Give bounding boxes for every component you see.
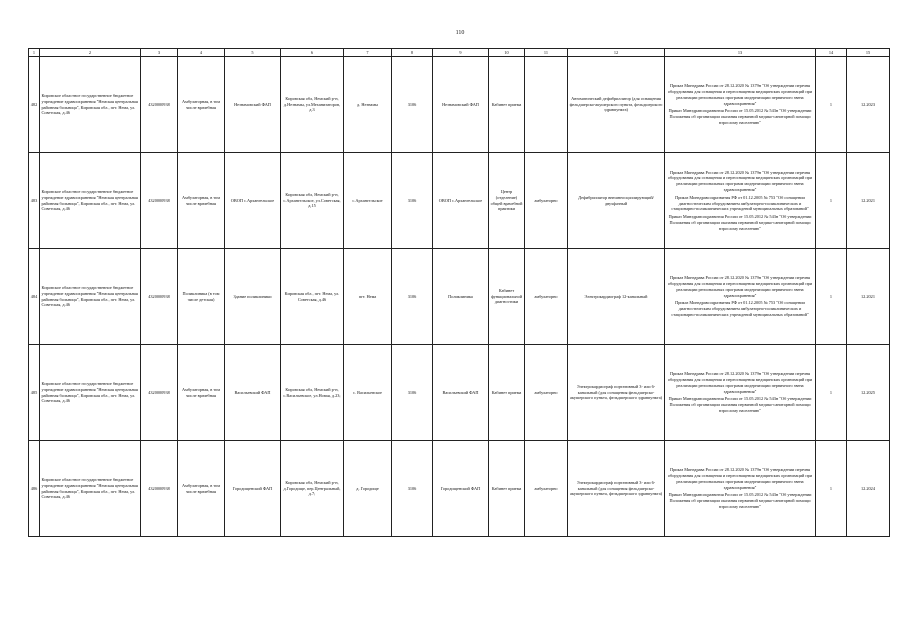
order-text: Приказ Минздравсоцразвития РФ от 01.12.2005 № 753 "Об оснащении диагностическим оборудованием амбулаторно-поликлинических и стационарно-поликлинических учреждений муниципальных образований" [671,300,809,317]
care-type-cell: Амбулаторная, в том числе врачебная [178,345,225,441]
quantity-cell: 1 [816,441,847,537]
room-cell: Кабинет приема [489,345,525,441]
column-number-cell: 13 [665,49,816,57]
table-row [29,57,890,153]
address-cell: Кировская обл, Немский р-н, д.Незнамы, ул.Механизаторов, д.3 [281,57,344,153]
institution-cell: Кировское областное государственное бюджетное учреждение здравоохранения "Немская центральная районная больница", Кировская обл., пгт. Нема, ул. Советская, д.46 [40,249,141,345]
column-number-cell: 14 [816,49,847,57]
orders-cell [665,249,816,345]
column-number-cell: 2 [40,49,141,57]
institution-cell: Кировское областное государственное бюджетное учреждение здравоохранения "Немская центральная районная больница", Кировская обл., пгт. Нема, ул. Советская, д.46 [40,57,141,153]
column-number-row [29,49,890,57]
delivery-date-cell: 12.2023 [847,57,890,153]
department-cell: Поликлиника [433,249,489,345]
column-number-cell: 4 [178,49,225,57]
unit-cell: Васильевский ФАП [225,345,281,441]
locality-cell: д. Городище [344,441,392,537]
locality-cell: с.Архангельское [344,153,392,249]
room-cell: Кабинет функциональной диагностики [489,249,525,345]
okato-cell: 3106 [392,345,433,441]
orders-cell [665,345,816,441]
room-cell: Центр (отделение) общей врачебной практики [489,153,525,249]
locality-cell: д. Незнамы [344,57,392,153]
orders-cell [665,441,816,537]
room-cell: Кабинет приема [489,441,525,537]
quantity-cell: 1 [816,249,847,345]
table-row [29,441,890,537]
department-cell: Городищенский ФАП [433,441,489,537]
order-text: Приказ Минздравсоцразвития России от 15.05.2012 № 543н "Об утверждении Положения об организации оказания первичной медико-санитарной помощи взрослому населению" [668,214,812,231]
row-number-cell: 482 [29,57,40,153]
locality-cell: с. Васильевское [344,345,392,441]
address-cell: Кировская обл, Немский р-н, с.Васильевское, ул.Новая, д.23; [281,345,344,441]
column-number-cell: 7 [344,49,392,57]
orders-cell [665,57,816,153]
okato-cell: 3106 [392,249,433,345]
row-number-cell: 484 [29,249,40,345]
table-row [29,345,890,441]
table-row [29,153,890,249]
inn-cell: 4320000938 [141,153,178,249]
column-number-cell: 9 [433,49,489,57]
orders-cell [665,153,816,249]
address-cell: Кировская обл., пгт. Нема, ул. Советская, д.46 [281,249,344,345]
column-number-cell: 1 [29,49,40,57]
department-cell: Васильевский ФАП [433,345,489,441]
unit-cell: Незнамовский ФАП [225,57,281,153]
service-condition-cell: амбулаторно [525,441,568,537]
service-condition-cell: амбулаторно [525,153,568,249]
service-condition-cell: амбулаторно [525,249,568,345]
room-cell: Кабинет приема [489,57,525,153]
column-number-cell: 15 [847,49,890,57]
okato-cell: 3106 [392,441,433,537]
inn-cell: 4320000938 [141,57,178,153]
order-text: Приказ Минздравсоцразвития России от 15.05.2012 № 543н "Об утверждении Положения об организации оказания первичной медико-санитарной помощи взрослому населению" [668,492,812,509]
equipment-cell: Дефибриллятор внешнеосциллирующий/двухфазный [568,153,665,249]
order-text: Приказ Минздрава России от 28.12.2020 № 1379н "Об утверждении перечня оборудования для оснащения и переоснащения медицинских организаций при реализации региональных программ модернизации первичного звена здравоохранения" [667,169,813,192]
okato-cell: 3106 [392,153,433,249]
order-text: Приказ Минздравсоцразвития России от 15.05.2012 № 543н "Об утверждении Положения об организации оказания первичной медико-санитарной помощи взрослому населению" [668,108,812,125]
unit-cell: Здание поликлиники [225,249,281,345]
table-row [29,249,890,345]
equipment-cell: Автоматический дефибриллятор (для оснащения фельдшерско-акушерского пункта, фельдшерского здравпункта) [568,57,665,153]
column-number-cell: 10 [489,49,525,57]
inn-cell: 4320000938 [141,249,178,345]
column-number-cell: 5 [225,49,281,57]
equipment-cell: Электрокардиограф портативный 3- или 6-канальный (для оснащения фельдшерско-акушерского пункта, фельдшерского здравпункта) [568,441,665,537]
column-number-cell: 3 [141,49,178,57]
unit-cell: ОВОП с.Архангельское [225,153,281,249]
care-type-cell: Амбулаторная, в том числе врачебная [178,57,225,153]
quantity-cell: 1 [816,57,847,153]
order-text: Приказ Минздрава России от 28.12.2020 № 1379н "Об утверждении перечня оборудования для оснащения и переоснащения медицинских организаций при реализации региональных программ модернизации первичного звена здравоохранения" [667,371,813,394]
address-cell: Кировская обл, Немский р-н, с.Архангельское, ул.Советская, д.15 [281,153,344,249]
okato-cell: 3106 [392,57,433,153]
column-number-cell: 12 [568,49,665,57]
address-cell: Кировская обл, Немский р-н, д.Городище, пер.Центральный, д.7; [281,441,344,537]
care-type-cell: Поликлиника (в том числе детская) [178,249,225,345]
row-number-cell: 483 [29,153,40,249]
order-text: Приказ Минздрава России от 28.12.2020 № 1379н "Об утверждении перечня оборудования для оснащения и переоснащения медицинских организаций при реализации региональных программ модернизации первичного звена здравоохранения" [667,275,813,298]
equipment-cell: Электрокардиограф 12-канальный [568,249,665,345]
department-cell: ОВОП с.Архангельское [433,153,489,249]
equipment-table [28,48,890,537]
care-type-cell: Амбулаторная, в том числе врачебная [178,441,225,537]
care-type-cell: Амбулаторная, в том числе врачебная [178,153,225,249]
column-number-cell: 8 [392,49,433,57]
order-text: Приказ Минздрава России от 28.12.2020 № 1379н "Об утверждении перечня оборудования для оснащения и переоснащения медицинских организаций при реализации региональных программ модернизации первичного звена здравоохранения" [667,83,813,106]
order-text: Приказ Минздравсоцразвития РФ от 01.12.2005 № 753 "Об оснащении диагностическим оборудованием амбулаторно-поликлинических и стационарно-поликлинических учреждений муниципальных образований" [671,194,809,212]
inn-cell: 4320000938 [141,441,178,537]
column-number-cell: 6 [281,49,344,57]
unit-cell: Городищенский ФАП [225,441,281,537]
institution-cell: Кировское областное государственное бюджетное учреждение здравоохранения "Немская центральная районная больница", Кировская обл., пгт. Нема, ул. Советская, д.46 [40,345,141,441]
row-number-cell: 486 [29,441,40,537]
column-number-cell: 11 [525,49,568,57]
order-text: Приказ Минздравсоцразвития России от 15.05.2012 № 543н "Об утверждении Положения об организации оказания первичной медико-санитарной помощи взрослому населению" [668,396,812,413]
inn-cell: 4320000938 [141,345,178,441]
service-condition-cell: амбулаторно [525,345,568,441]
delivery-date-cell: 12.2021 [847,249,890,345]
delivery-date-cell: 12.2024 [847,441,890,537]
institution-cell: Кировское областное государственное бюджетное учреждение здравоохранения "Немская центральная районная больница", Кировская обл., пгт. Нема, ул. Советская, д.46 [40,441,141,537]
page-number: 110 [455,30,465,36]
service-condition-cell [525,57,568,153]
equipment-cell: Электрокардиограф портативный 3- или 6-канальный (для оснащения фельдшерско-акушерского пункта, фельдшерского здравпункта) [568,345,665,441]
order-text: Приказ Минздрава России от 28.12.2020 № 1379н "Об утверждении перечня оборудования для оснащения и переоснащения медицинских организаций при реализации региональных программ модернизации первичного звена здравоохранения" [667,467,813,490]
department-cell: Незнамовский ФАП [433,57,489,153]
locality-cell: пгт. Нема [344,249,392,345]
quantity-cell: 1 [816,153,847,249]
row-number-cell: 485 [29,345,40,441]
delivery-date-cell: 12.2021 [847,153,890,249]
institution-cell: Кировское областное государственное бюджетное учреждение здравоохранения "Немская центральная районная больница", Кировская обл., пгт. Нема, ул. Советская, д.46 [40,153,141,249]
quantity-cell: 1 [816,345,847,441]
delivery-date-cell: 12.2025 [847,345,890,441]
